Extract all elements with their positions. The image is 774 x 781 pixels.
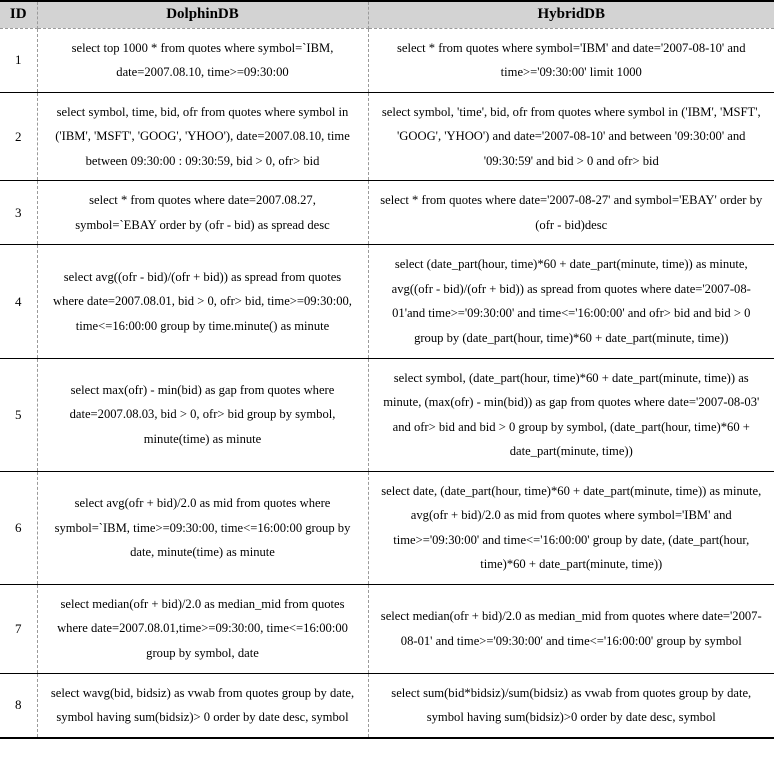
cell-dolphindb: select wavg(bid, bidsiz) as vwab from quotes group by date, symbol having sum(bidsiz)> 0 order by date desc, symbol (37, 673, 368, 738)
column-header-dolphindb: DolphinDB (37, 1, 368, 28)
cell-hybriddb: select symbol, (date_part(hour, time)*60 + date_part(minute, time)) as minute, (max(ofr) - min(bid)) as gap from quotes where date='2007-08-03' and ofr> bid and bid > 0 group by symbol, (date_part(hour, time)*60 + date_part(minute, time)) (383, 370, 760, 459)
table-row (0, 584, 774, 673)
cell-id: 3 (0, 181, 37, 245)
table-row (0, 92, 774, 181)
cell-dolphindb: select * from quotes where date=2007.08.27, symbol=`EBAY order by (ofr - bid) as spread desc (37, 181, 368, 245)
cell-id: 4 (0, 245, 37, 358)
cell-dolphindb: select avg((ofr - bid)/(ofr + bid)) as spread from quotes where date=2007.08.01, bid > 0, ofr> bid, time>=09:30:00, time<=16:00:00 group by time.minute() as minute (37, 245, 368, 358)
cell-hybriddb: select symbol, 'time', bid, ofr from quotes where symbol in ('IBM', 'MSFT', 'GOOG', 'YHOO') and date='2007-08-10' and between '09:30:00' and '09:30:59' and bid > 0 and ofr> bid (381, 104, 761, 168)
table-row (0, 245, 774, 358)
table-row (0, 181, 774, 245)
cell-id: 7 (0, 584, 37, 673)
table-row (0, 358, 774, 471)
column-header-id: ID (0, 1, 37, 28)
table-row (0, 673, 774, 738)
cell-dolphindb: select max(ofr) - min(bid) as gap from quotes where date=2007.08.03, bid > 0, ofr> bid group by symbol, minute(time) as minute (37, 358, 368, 471)
cell-hybriddb: select date, (date_part(hour, time)*60 + date_part(minute, time)) as minute, avg(ofr + bid)/2.0 as mid from quotes where symbol='IBM' and time>='09:30:00' and time<='16:00:00' group by date, (date_part(hour, time)*60 + date_part(minute, time)) (381, 483, 762, 572)
cell-id: 5 (0, 358, 37, 471)
cell-dolphindb: select median(ofr + bid)/2.0 as median_mid from quotes where date=2007.08.01,time>=09:30:00, time<=16:00:00 group by symbol, date (37, 584, 368, 673)
cell-id: 8 (0, 673, 37, 738)
column-header-hybriddb: HybridDB (368, 1, 774, 28)
cell-hybriddb: select sum(bid*bidsiz)/sum(bidsiz) as vwab from quotes group by date, symbol having sum(bidsiz)>0 order by date desc, symbol (391, 685, 752, 725)
cell-hybriddb: select (date_part(hour, time)*60 + date_part(minute, time)) as minute, avg((ofr - bid)/(ofr + bid)) as spread from quotes where date='2007-08-01'and time>='09:30:00' and time<='16:00:00' and ofr> bid and bid > 0 group by (date_part(hour, time)*60 + date_part(minute, time)) (391, 257, 751, 345)
cell-dolphindb: select symbol, time, bid, ofr from quotes where symbol in ('IBM', 'MSFT', 'GOOG', 'YHOO'), date=2007.08.10, time between 09:30:00 : 09:30:59, bid > 0, ofr> bid (37, 92, 368, 181)
cell-hybriddb: select * from quotes where symbol='IBM' and date='2007-08-10' and time>='09:30:00' limit 1000 (396, 40, 746, 80)
cell-dolphindb: select avg(ofr + bid)/2.0 as mid from quotes where symbol=`IBM, time>=09:30:00, time<=16:00:00 group by date, minute(time) as minute (37, 471, 368, 584)
table-row (0, 28, 774, 92)
cell-id: 1 (0, 28, 37, 92)
table-body (0, 28, 774, 738)
table-header-row (0, 1, 774, 28)
cell-id: 2 (0, 92, 37, 181)
cell-hybriddb: select median(ofr + bid)/2.0 as median_mid from quotes where date='2007-08-01' and time>='09:30:00' and time<='16:00:00' group by symbol (380, 609, 762, 648)
cell-dolphindb: select top 1000 * from quotes where symbol=`IBM, date=2007.08.10, time>=09:30:00 (37, 28, 368, 92)
cell-hybriddb: select * from quotes where date='2007-08-27' and symbol='EBAY' order by (ofr - bid)desc (380, 193, 763, 232)
cell-id: 6 (0, 471, 37, 584)
table-header (0, 1, 774, 28)
table-row (0, 471, 774, 584)
